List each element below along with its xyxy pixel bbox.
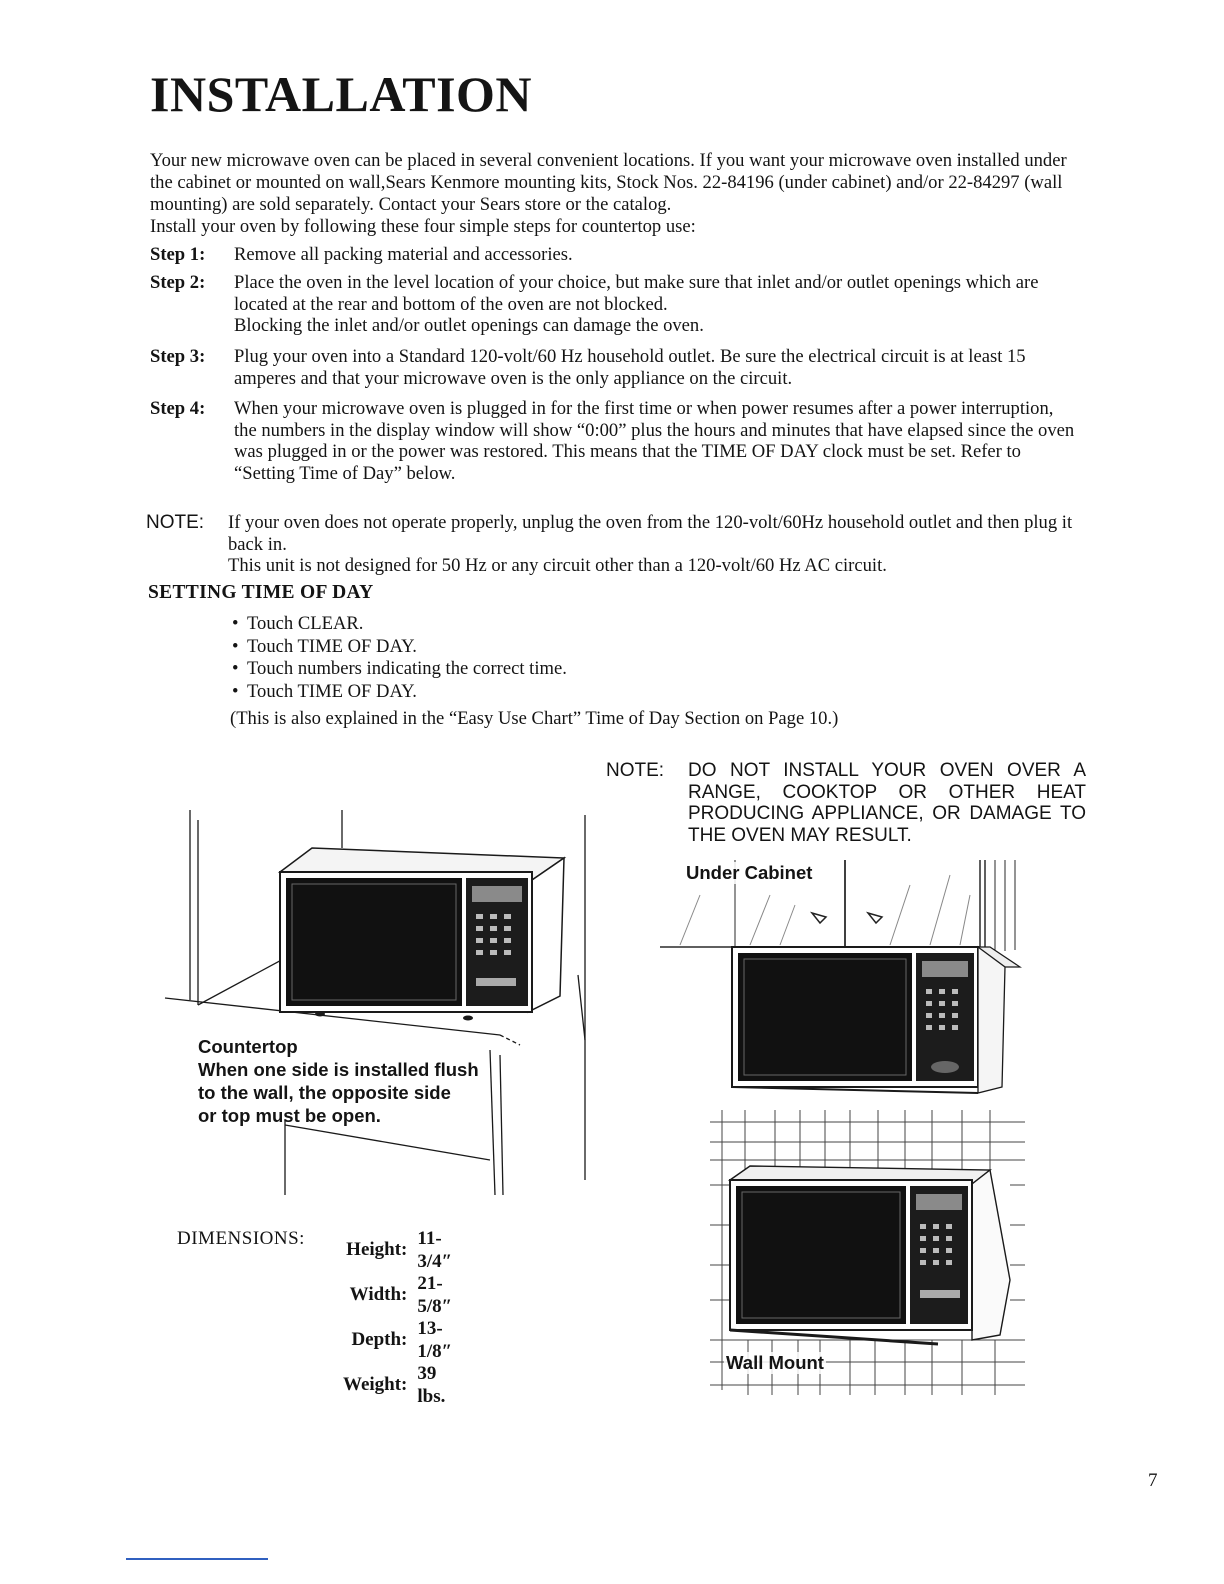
caption-line: When one side is installed flush <box>198 1059 479 1080</box>
section-heading: SETTING TIME OF DAY <box>148 582 374 603</box>
dimension-key: Depth: <box>351 1329 408 1351</box>
countertop-caption <box>198 1035 479 1127</box>
intro-text: Your new microwave oven can be placed in several convenient locations. If you want your microwave oven installed under the cabinet or mounted on wall,Sears Kenmore mounting kits, Stock Nos. 22-84196 (under cabinet) and/or 22-84297 (wall mounting) are sold separately. Contact your Sears store or the catalog. <box>150 150 1067 215</box>
wall-mount-label: Wall Mount <box>726 1352 824 1373</box>
step-label: Step 2: <box>150 272 206 293</box>
note-warning <box>606 760 1086 846</box>
dimension-key: Width: <box>349 1284 408 1306</box>
step-text: Place the oven in the level location of your choice, but make sure that inlet and/or outlet openings which are located at the rear and bottom of the oven are not blocked. <box>234 272 1039 315</box>
dimensions-table <box>343 1228 452 1408</box>
dimensions-label: DIMENSIONS: <box>177 1228 305 1249</box>
dimension-value: 11-3/4″ <box>417 1228 453 1272</box>
note-text: If your oven does not operate properly, unplug the oven from the 120-volt/60Hz household outlet and then plug it back in. <box>228 512 1073 555</box>
step-text: When your microwave oven is plugged in for the first time or when power resumes after a power interruption, the numbers in the display window will show “0:00” plus the hours and minutes that have elapsed since the oven was plugged in or the power was restored. This means that the TIME OF DAY clock must be set. Refer to “Setting Time of Day” below. <box>234 398 1075 484</box>
step-label: Step 3: <box>150 346 206 367</box>
under-cabinet-illustration <box>660 855 1040 1105</box>
list-item: • Touch TIME OF DAY. <box>232 681 567 704</box>
intro-paragraph <box>150 150 1080 238</box>
caption-line: to the wall, the opposite side <box>198 1082 451 1103</box>
step-text: Plug your oven into a Standard 120-volt/60 Hz household outlet. Be sure the electrical circuit is at least 15 amperes and that your microwave oven is the only appliance on the circuit. <box>234 346 1026 389</box>
list-item: • Touch CLEAR. <box>232 613 567 636</box>
note-text: This unit is not designed for 50 Hz or any circuit other than a 120-volt/60 Hz AC circuit. <box>228 555 887 576</box>
dimension-row <box>343 1318 452 1363</box>
under-cabinet-label: Under Cabinet <box>686 862 813 883</box>
caption-title: Countertop <box>198 1036 298 1057</box>
step-2 <box>150 272 1080 337</box>
step-label: Step 4: <box>150 398 206 419</box>
countertop-illustration <box>160 800 600 1200</box>
time-of-day-steps <box>232 613 567 703</box>
dimension-key: Height: <box>346 1239 408 1261</box>
intro-steps-lead: Install your oven by following these four simple steps for countertop use: <box>150 216 696 237</box>
note-label: NOTE: <box>146 512 205 533</box>
step-3 <box>150 346 1080 389</box>
list-item: • Touch TIME OF DAY. <box>232 636 567 659</box>
note-label: NOTE: <box>606 760 665 781</box>
footer-rule <box>126 1558 268 1560</box>
dimension-row <box>343 1273 452 1318</box>
dimension-value: 21-5/8″ <box>417 1273 453 1317</box>
caption-line: or top must be open. <box>198 1105 381 1126</box>
step-text: Remove all packing material and accessories. <box>234 244 573 265</box>
list-item: • Touch numbers indicating the correct time. <box>232 658 567 681</box>
note-power <box>146 512 1082 577</box>
dimension-row <box>343 1228 452 1273</box>
dimension-value: 39 lbs. <box>417 1363 446 1407</box>
dimension-key: Weight: <box>343 1374 408 1396</box>
explain-note: (This is also explained in the “Easy Use Chart” Time of Day Section on Page 10.) <box>230 708 839 729</box>
step-label: Step 1: <box>150 244 206 265</box>
warning-text: DO NOT INSTALL YOUR OVEN OVER A RANGE, COOKTOP OR OTHER HEAT PRODUCING APPLIANCE, OR DAMAGE TO THE OVEN MAY RESULT. <box>688 760 1086 846</box>
step-1 <box>150 244 1080 266</box>
dimension-row <box>343 1363 452 1408</box>
step-4 <box>150 398 1080 484</box>
page-number: 7 <box>1148 1470 1158 1491</box>
step-text: Blocking the inlet and/or outlet openings can damage the oven. <box>234 315 704 336</box>
page-title: INSTALLATION <box>150 66 533 122</box>
dimension-value: 13-1/8″ <box>417 1318 453 1362</box>
